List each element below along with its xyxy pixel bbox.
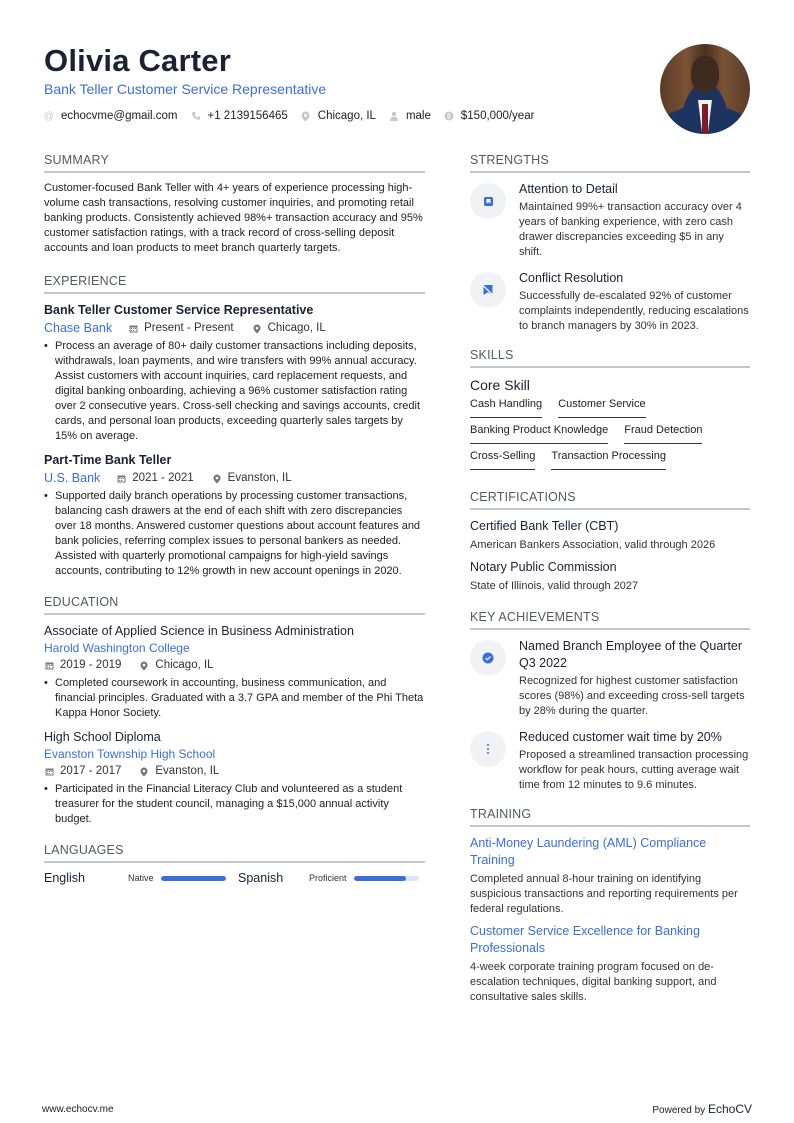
section-title: EDUCATION (44, 595, 425, 615)
achievement-description: Proposed a streamlined transaction processing workflow for peak hours, cutting average wait time from 12 minutes to 9.6 minutes. (519, 749, 749, 791)
section-title: SUMMARY (44, 153, 425, 173)
achievement-description: Recognized for highest customer satisfaction scores (98%) and exceeding cross-sell targets by 28% during the quarter. (519, 675, 745, 717)
strength-item (470, 181, 750, 260)
skill-tag: Cash Handling (470, 398, 542, 418)
section-title: SKILLS (470, 348, 750, 368)
contact-email[interactable] (44, 110, 178, 122)
job-meta (44, 470, 425, 487)
bookmark-slash-icon (470, 272, 506, 308)
job-dates: Present - Present (144, 322, 234, 334)
training-name: Customer Service Excellence for Banking Professionals (470, 924, 700, 955)
phone-icon (191, 111, 201, 121)
email-value: echocvme@gmail.com (61, 110, 178, 122)
calendar-icon (128, 324, 138, 334)
right-column (470, 153, 750, 1023)
contact-location (301, 110, 376, 122)
footer-powered-by: Powered by EchoCV (652, 1102, 752, 1116)
contact-gender (389, 110, 431, 122)
calendar-icon (44, 767, 54, 777)
language-proficiency-bar (161, 876, 226, 881)
certification-issuer: State of Illinois, valid through 2027 (470, 580, 639, 592)
experience-section (44, 274, 425, 579)
section-title: TRAINING (470, 807, 750, 827)
contact-row (44, 110, 644, 122)
languages-section (44, 843, 425, 885)
section-title: KEY ACHIEVEMENTS (470, 610, 750, 630)
achievement-title: Named Branch Employee of the Quarter Q3 2022 (519, 639, 743, 670)
certification-name: Certified Bank Teller (CBT) (470, 519, 619, 533)
section-title: EXPERIENCE (44, 274, 425, 294)
education-meta (44, 657, 425, 674)
at-icon: @ (43, 110, 55, 122)
location-pin-icon (301, 111, 311, 121)
job-bullet: • Process an average of 80+ daily customer transactions including deposits, withdrawals, loan payments, and wire transfers with 99% annual accuracy. Assist customers with account inquiries, card replacement requests, and digital banking onboarding, achieving a 96% customer satisfaction rating over 2 consecutive years. Cross-sell checking and savings accounts, credit cards, and personal loan products, exceeding quarterly sales targets by 15% on average. (44, 340, 421, 442)
bookmark-icon (470, 183, 506, 219)
skills-section (470, 348, 750, 476)
contact-salary (444, 110, 535, 122)
job-title: Bank Teller Customer Service Representative (44, 303, 314, 317)
skill-tag: Transaction Processing (551, 450, 666, 470)
degree-title: Associate of Applied Science in Business Administration (44, 624, 354, 638)
education-dates: 2017 - 2017 (60, 765, 122, 777)
training-description: 4-week corporate training program focused on de-escalation techniques, digital banking support, and consultative sales skills. (470, 961, 717, 1003)
education-bullet: • Completed coursework in accounting, business communication, and financial principles. Graduated with a 3.7 GPA and member of the Phi Theta Kappa Honor Society. (44, 677, 424, 719)
summary-section (44, 153, 425, 256)
left-column (44, 153, 425, 903)
certification-issuer: American Bankers Association, valid through 2026 (470, 539, 716, 551)
certifications-section (470, 490, 750, 594)
candidate-name: Olivia Carter (44, 43, 231, 78)
language-item (44, 871, 238, 885)
company-name: Chase Bank (44, 321, 113, 335)
vertical-dots-icon (470, 731, 506, 767)
company-name: U.S. Bank (44, 471, 101, 485)
skill-list (470, 398, 750, 476)
strength-description: Maintained 99%+ transaction accuracy over 4 years of banking experience, with zero cash drawer discrepancies exceeding $5 in any shift. (519, 201, 742, 258)
education-dates: 2019 - 2019 (60, 659, 122, 671)
strength-description: Successfully de-escalated 92% of customer complaints independently, reducing escalations to branch managers by 30% in 2023. (519, 290, 749, 332)
job-bullet: • Supported daily branch operations by processing customer transactions, balancing cash drawers at the end of each shift with zero discrepancies over 18 months. Answered customer questions about account features and bank policies, referring complex issues to personal bankers as needed. Assisted with quarterly promotional campaigns for high-yield savings accounts, contributing to 12% growth in new account openings in 2020. (44, 490, 421, 577)
strength-item (470, 270, 750, 334)
contact-phone[interactable] (191, 110, 288, 122)
language-level: Native (128, 873, 154, 883)
footer-website-link[interactable]: www.echocv.me (42, 1104, 114, 1115)
job-location: Chicago, IL (267, 322, 326, 334)
strengths-section (470, 153, 750, 334)
phone-value: +1 2139156465 (207, 110, 288, 122)
education-location: Evanston, IL (155, 765, 220, 777)
gender-value: male (405, 110, 431, 122)
skill-tag: Banking Product Knowledge (470, 424, 608, 444)
achievement-title: Reduced customer wait time by 20% (519, 730, 722, 744)
brand-name[interactable]: EchoCV (707, 1102, 752, 1116)
experience-entry (44, 302, 425, 444)
location-value: Chicago, IL (317, 110, 376, 122)
section-title: CERTIFICATIONS (470, 490, 750, 510)
achievement-item (470, 729, 750, 793)
education-entry (44, 623, 425, 721)
language-proficiency-bar (354, 876, 419, 881)
calendar-icon (44, 661, 54, 671)
language-name: Spanish (238, 871, 284, 885)
achievements-section (470, 610, 750, 793)
education-entry (44, 729, 425, 827)
svg-text:$: $ (446, 113, 451, 121)
school-name: Evanston Township High School (44, 747, 216, 761)
candidate-headline: Bank Teller Customer Service Representative (44, 81, 327, 97)
summary-text: Customer-focused Bank Teller with 4+ years of experience processing high-volume cash transactions, resolving customer inquiries, and promoting retail banking products. Consistently achieved 98%+ transaction accuracy and 95% customer satisfaction ratings, with a track record of cross-selling deposit accounts and loan products to meet branch quarterly targets. (44, 182, 423, 254)
education-meta (44, 763, 425, 780)
job-location: Evanston, IL (227, 472, 292, 484)
section-title: LANGUAGES (44, 843, 425, 863)
section-title: STRENGTHS (470, 153, 750, 173)
experience-entry (44, 452, 425, 579)
location-pin-icon (139, 767, 149, 777)
education-bullet: • Participated in the Financial Literacy Club and volunteered as a student treasurer for the student council, managing a $15,000 annual activity budget. (44, 783, 403, 825)
skill-tag: Customer Service (558, 398, 645, 418)
certification-name: Notary Public Commission (470, 560, 617, 574)
strength-title: Conflict Resolution (519, 271, 624, 285)
location-pin-icon (252, 324, 262, 334)
location-pin-icon (139, 661, 149, 671)
training-description: Completed annual 8-hour training on identifying suspicious transactions and reporting requirements per federal regulations. (470, 873, 738, 915)
skill-group-title: Core Skill (470, 377, 530, 393)
language-item (238, 871, 424, 885)
person-icon (389, 111, 399, 121)
language-name: English (44, 871, 85, 885)
salary-value: $150,000/year (460, 110, 535, 122)
resume-header (44, 42, 644, 122)
dollar-coin-icon (444, 111, 454, 121)
achievement-item (470, 638, 750, 719)
strength-title: Attention to Detail (519, 182, 618, 196)
skill-tag: Fraud Detection (624, 424, 702, 444)
school-name: Harold Washington College (44, 641, 190, 655)
calendar-icon (116, 474, 126, 484)
job-dates: 2021 - 2021 (132, 472, 194, 484)
job-title: Part-Time Bank Teller (44, 453, 172, 467)
training-name: Anti-Money Laundering (AML) Compliance Training (470, 836, 707, 867)
check-badge-icon (470, 640, 506, 676)
job-meta (44, 320, 425, 337)
education-section (44, 595, 425, 827)
education-location: Chicago, IL (155, 659, 214, 671)
training-section (470, 807, 750, 1005)
location-pin-icon (212, 474, 222, 484)
profile-photo (660, 44, 750, 134)
language-level: Proficient (309, 873, 347, 883)
skill-tag: Cross-Selling (470, 450, 535, 470)
degree-title: High School Diploma (44, 730, 161, 744)
